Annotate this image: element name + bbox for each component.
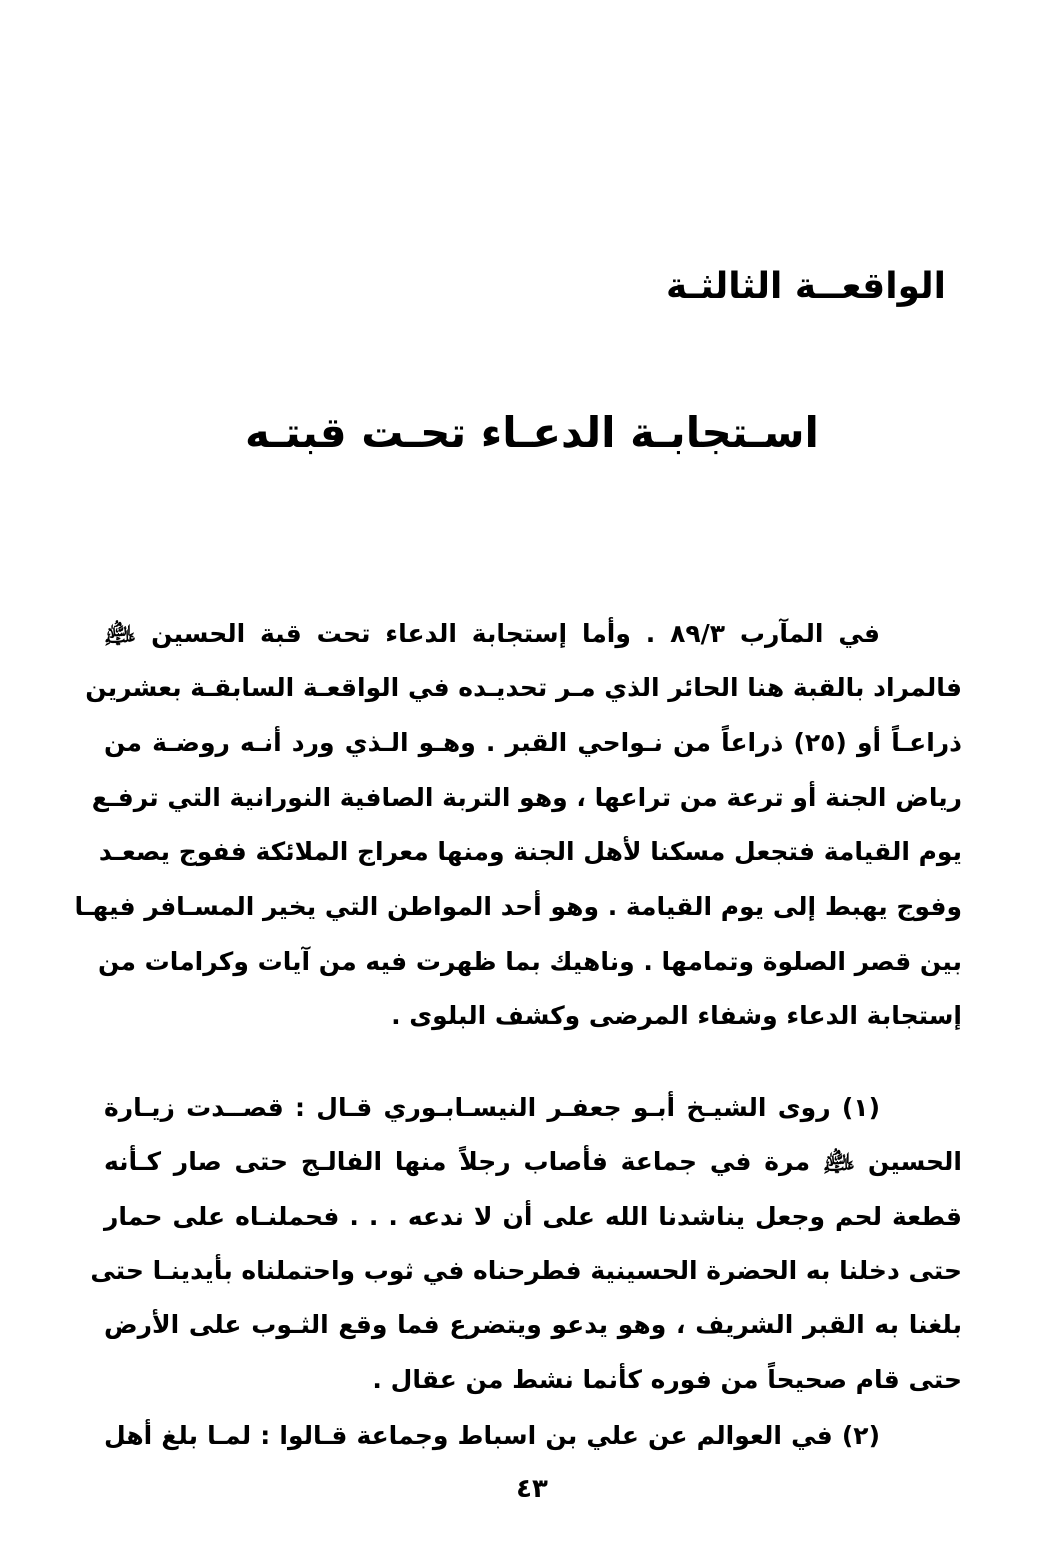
text-line: الحسين ﵇ مرة في جماعة فأصاب رجلاً منها الفالـج حتى صار كـأنه: [104, 1147, 962, 1176]
text-line: فالمراد بالقبة هنا الحائر الذي مـر تحديـده في الواقعـة السابقـة بعشرين: [85, 673, 962, 702]
text-line: رياض الجنة أو ترعة من تراعها ، وهو التربة الصافية النورانية التي ترفـع: [91, 783, 962, 812]
chapter-title: الواقعــة الثالثـة: [665, 266, 946, 307]
text-line: في المآرب ٨٩/٣ . وأما إستجابة الدعاء تحت قبة الحسين ﵇: [104, 619, 880, 648]
text-line: إستجابة الدعاء وشفاء المرضى وكشف البلوى .: [391, 1001, 962, 1030]
text-line: (١) روى الشيـخ أبـو جعفـر النيسـابـوري قـال : قصــدت زيـارة: [104, 1093, 880, 1122]
text-line: بلغنا به القبر الشريف ، وهو يدعو ويتضرع فما وقع الثـوب على الأرض: [104, 1310, 962, 1339]
text-line: ذراعـاً أو (٢٥) ذراعاً من نـواحي القبر . وهـو الـذي ورد أنـه روضـة من: [104, 728, 962, 757]
text-line: حتى دخلنا به الحضرة الحسينية فطرحناه في ثوب واحتملناه بأيدينـا حتى: [90, 1256, 962, 1285]
text-line: بين قصر الصلوة وتمامها . وناهيك بما ظهرت فيه من آيات وكرامات من: [98, 947, 962, 976]
text-line: حتى قام صحيحاً من فوره كأنما نشط من عقال .: [372, 1365, 962, 1394]
section-title: اسـتجابـة الدعـاء تحـت قبتـه: [245, 408, 819, 457]
text-line: وفوج يهبط إلى يوم القيامة . وهو أحد المواطن التي يخير المسـافر فيهـا: [74, 892, 962, 921]
page-number: ٤٣: [516, 1474, 548, 1504]
text-line: (٢) في العوالم عن علي بن اسباط وجماعة قـالوا : لمـا بلغ أهل: [104, 1421, 880, 1450]
text-line: يوم القيامة فتجعل مسكنا لأهل الجنة ومنها معراج الملائكة ففوج يصعـد: [98, 837, 962, 866]
text-line: قطعة لحم وجعل يناشدنا الله على أن لا ندعه . . . فحملنـاه على حمار: [104, 1202, 962, 1231]
